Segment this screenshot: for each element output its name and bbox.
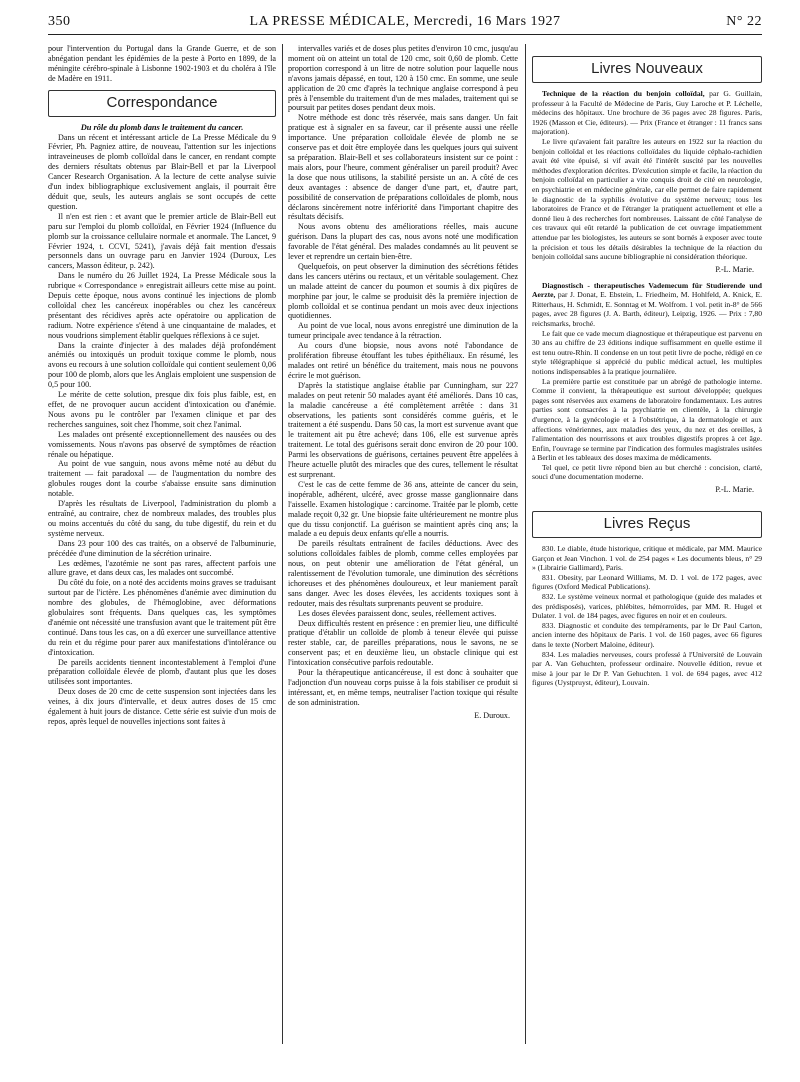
paragraph: Deux difficultés restent en présence : en premier lieu, une difficulté pratique d'établir un colloïde de plomb à teneur élevée qui puisse rester stable, car, de pareilles préparations, nous le savons, ne se conservent pas; et en deuxième lieu, un obstacle clinique qui est l'intoxication consécutive parfois redoutable. (288, 618, 518, 668)
paragraph: Au point de vue local, nous avons enregistré une diminution de la tumeur principale avec tendance à la rétraction. (288, 321, 518, 341)
received-book-item: 830. Le diable, étude historique, critique et médicale, par MM. Maurice Garçon et Jean Vinchon. 1 vol. de 254 pages « Les documents bleus, n° 29 » (Librairie Gallimard), Paris. (532, 543, 762, 573)
book-title: Technique de la réaction du benjoin colloïdal, (542, 89, 705, 98)
paragraph: Dans un récent et intéressant article de La Presse Médicale du 9 Février, Ph. Pagniez attire, de nouveau, l'attention sur les injections intraveineuses de plomb colloïdal dans le cancer, en rendant compte des derniers résultats obtenus par Blair-Bell et par la Liverpool Cancer Research Organisation. A la lecture de cette analyse suivie d'un index bibliographique exclusivement anglais, il pourrait être déduit que, seuls, les auteurs anglais se sont occupés de cette question. (48, 132, 276, 211)
book-entry (532, 281, 762, 329)
article-body-continued (288, 44, 518, 708)
paragraph: Au cours d'une biopsie, nous avons noté l'abondance de prolifération fibreuse étouffant les tubes épithéliaux. En résumé, les malades ont retiré un bénéfice du traitement, mais nous ne pouvons écrire le mot guérison. (288, 341, 518, 380)
column-1 (48, 44, 276, 1054)
header-rule (48, 34, 762, 35)
paragraph: Le mérite de cette solution, presque dix fois plus faible, est, en effet, de ne provoquer aucun accident d'intoxication ou d'anémie. Nous avons pu le contrôler par l'examen clinique et par des recherches sanguines, soit chez l'homme, soit chez l'animal. (48, 390, 276, 429)
paragraph: D'après les résultats de Liverpool, l'administration du plomb a entraîné, au contraire, chez de nombreux malades, des troubles plus ou moins accentués du côté du sang, du tube digestif, du rein et du système nerveux. (48, 499, 276, 538)
column-divider-1 (282, 44, 283, 1044)
page-number: 350 (48, 14, 71, 29)
paragraph: Dans la crainte d'injecter à des malades déjà profondément anémiés ou intoxiqués un produit toxique comme le plomb, nous avons eu recours à une solution colloïdale qui contient seulement 0,06 pour 100 de plomb, alors que les Anglais emploient une suspension de 0,5 pour 100. (48, 340, 276, 390)
received-book-item: 833. Diagnostic et conduite des tempéraments, par le Dr Paul Carton, ancien interne des hôpitaux de Paris. 1 vol. de 160 pages, avec 66 figures dans le texte (Norbert Maloine, éditeur). (532, 620, 762, 649)
book-review (532, 137, 762, 262)
paragraph: Dans le numéro du 26 Juillet 1924, La Presse Médicale sous la rubrique « Correspondance » enregistrait ailleurs cette mise au point. Depuis cette époque, nous avons continué les injections de plomb colloïdal chez les cancéreux inopérables ou chez les cancéreux présentant des récidives après acte opératoire ou application de radium. Notre expérience s'étend à une cinquantaine de malades, et nous voudrions simplement établir quelques réflexions à ce sujet. (48, 271, 276, 340)
review-signature: P.-L. Marie. (715, 264, 754, 274)
paragraph: Dans 23 pour 100 des cas traités, on a observé de l'albuminurie, précédée d'une diminution de la sécrétion urinaire. (48, 538, 276, 558)
section-box-livres-nouveaux (532, 56, 762, 83)
article-subtitle: Du rôle du plomb dans le traitement du cancer. (80, 122, 244, 132)
paragraph: intervalles variés et de doses plus petites d'environ 10 cmc, jusqu'au moment où on atteint un total de 120 cmc, soit 0,60 de plomb. Cette proportion correspond à un litre de notre solution pour laquelle nous n'avons jamais dépassé, en tout, 120 à 150 cmc. En somme, une seule application de 20 cmc d'après la technique anglaise correspond à peu près à l'ensemble du traitement d'un de mes malades, traitement qui se poursuit par petites doses pendant deux mois. (288, 44, 518, 113)
paragraph: De pareils résultats entraînent de faciles déductions. Avec des solutions colloïdales faibles de plomb, comme celles employées par nous, on peut obtenir une amélioration de l'état général, un ralentissement de l'évolution tumorale, une diminution des sécrétions ichoreuses et des phénomènes douloureux, et leur maniement paraît sans danger. Avec les doses élevées, les accidents toxiques sont à redouter, mais des résultats surprenants peuvent se produire. (288, 539, 518, 608)
column-3 (532, 44, 762, 1054)
received-book-item: 832. Le système veineux normal et pathologique (guide des malades et des prédisposés), varices, phlébites, hémorroïdes, par MM. R. Hugel et Dulater. 1 vol. de 184 pages, avec figures en noir et en couleurs. (532, 591, 762, 621)
section-box-correspondance (48, 90, 276, 117)
section-title: Livres Nouveaux (591, 60, 703, 77)
paragraph: De pareils accidents tiennent incontestablement à l'emploi d'une préparation colloïdale élevée de plomb, d'autant plus que les doses utilisées sont importantes. (48, 657, 276, 687)
book-info: par J. Donat, E. Ebstein, L. Friedheim, M. Hohlfeld, A. Knick, E. Ritterhaus, H. Schmidt, E. Sonntag et M. Wolfrom. 1 vol. petit in-8° de 566 pages, avec 28 figures (J. A. Barth, éditeur), Leipzig, 1926. — Prix : 7,80 reichsmarks, broché. (532, 290, 762, 328)
page-header (48, 14, 762, 32)
review-paragraph: Tel quel, ce petit livre répond bien au but cherché : concision, clarté, souci d'une documentation moderne. (532, 462, 762, 482)
review-paragraph: Le livre qu'avaient fait paraître les auteurs en 1922 sur la réaction du benjoin colloïdal et les réactions colloïdales du liquide céphalo-rachidien avait été vite épuisé, si vif avait été l'intérêt suscité par les nouvelles méthodes d'exploration décrites. D'exécution simple et facile, la réaction du benjoin colloïdal en particulier a vite conquis droit de cité en neurologie, en psychiatrie et en médecine générale, car elle permet de faire rapidement le diagnostic de la syphilis évolutive du système nerveux; tous les laboratoires de France et de l'étranger la pratiquent actuellement et elle a donné lieu à des recherches fort nombreuses. Laissant de côté l'analyse de ces travaux qui eût retardé la publication de cet ouvrage impatiemment attendue par les biologistes, les auteurs se sont bornés à exposer avec toute la précision et tous les détails désirables la technique de la réaction du benjoin colloïdal sans aucune bibliographie ni considération théorique. (532, 136, 762, 262)
section-box-livres-recus (532, 511, 762, 538)
article-body (48, 133, 276, 727)
issue-number: N° 22 (726, 14, 762, 29)
review-paragraph: La première partie est constituée par un abrégé de pathologie interne. Comme il convient, la thérapeutique est surtout développée; quelques pages sont réservées aux examens de laboratoire fondamentaux. Les autres parties sont consacrées à la psychiatrie en clientèle, à la chirurgie d'urgence, à la gynécologie et à l'obstétrique, à la dermatologie et aux affections vénériennes, aux maladies des yeux, du nez et des oreilles, à l'alimentation des nourrissons et aux troubles digestifs propres à cet âge. Enfin, l'ouvrage se termine par l'indication des formules magistrales usitées à Berlin et les tableaux des doses maxima de médicaments. (532, 376, 762, 463)
review-paragraph: Le fait que ce vade mecum diagnostique et thérapeutique est parvenu en 30 ans au chiffre de 23 éditions indique suffisamment en quelle estime il est tenu outre-Rhin. Il condense en un tout petit livre de poche, rédigé en ce style télégraphique si apprécié du public médical actuel, les multiples notions indispensables à la pratique journalière. (532, 328, 762, 376)
paragraph: Il n'en est rien : et avant que le premier article de Blair-Bell eut paru sur l'emploi du plomb colloïdal, en Février 1924 (Influence du plomb sur la croissance cellulaire normale et anormale. The Lancet, 9 Février 1924, t. CCVI, 5241), j'avais déjà fait mention d'essais personnels dans un ouvrage paru en Janvier 1924 (Duroux, Les cancers, Masson éditeur, p. 242). (48, 211, 276, 271)
book-entry (532, 89, 762, 137)
paragraph: Les malades ont présenté exceptionnellement des nausées ou des vomissements. Nous n'avons pas observé de symptômes de réaction rénale ou hépatique. (48, 429, 276, 459)
journal-title: LA PRESSE MÉDICALE, Mercredi, 16 Mars 1927 (249, 14, 561, 29)
column-divider-2 (525, 44, 526, 1044)
paragraph: Au point de vue sanguin, nous avons même noté au début du traitement — fait paradoxal — de l'augmentation du nombre des globules rouges dont la courbe s'abaisse ensuite sans diminution notable. (48, 459, 276, 499)
section-title: Livres Reçus (603, 514, 691, 532)
intro-paragraph: pour l'intervention du Portugal dans la Grande Guerre, et de son abnégation pendant les épidémies de la peste à Porto en 1899, de la méningite cérébro-spinale à Lisbonne 1902-1903 et du choléra à l'île de Madère en 1911. (48, 44, 276, 83)
book-title: Diagnostisch - therapeutisches Vademecum für Studierende und Aerzte, (532, 280, 762, 300)
paragraph: Nous avons obtenu des améliorations réelles, mais aucune guérison. Dans la plupart des cas, nous avons noté une modification favorable de l'état général. Des malades condamnés au lit peuvent se lever et reprendre un certain bien-être. (288, 222, 518, 262)
received-list (532, 544, 762, 688)
section-title: Correspondance (106, 93, 218, 111)
paragraph: Notre méthode est donc très réservée, mais sans danger. Un fait pratique est à signaler en sa faveur, car il présente aussi une réelle importance. Une préparation colloïdale élevée de plomb ne se conserve pas et doit être employée dans les quelques jours qui suivent sa préparation. Blair-Bell et ses collaborateurs insistent sur ce point : mais alors, pour l'heure, comment généraliser un pareil produit? Avec la dose que nous utilisons, la stabilité persiste un an. A côté de ces deux avantages : absence de danger d'une part, et, d'autre part, possibilité de conservation de préparations colloïdales de plomb, nous déclarons sincèrement notre infériorité dans l'important chapitre des résultats décisifs. (288, 113, 518, 222)
paragraph: Quelquefois, on peut observer la diminution des sécrétions fétides dans les cancers utérins ou rectaux, et un véritable soulagement. Chez un malade atteint de cancer du poumon et soumis à dix piqûres de morphine par jour, le calme se produisit dès la première injection de plomb colloïdal et se continua pendant un mois avec deux injections quotidiennes. (288, 261, 518, 321)
book-review (532, 329, 762, 483)
paragraph: Du côté du foie, on a noté des accidents moins graves se traduisant surtout par de l'ictère. Les phénomènes d'anémie avec diminution du nombre des globules, de l'hémoglobine, avec déformations globulaires sont fréquents. Dans quelques cas, les symptômes d'anémie ont nécessité une transfusion avant que le traitement pût être continué. Dans tous les cas, on a dû exercer une surveillance attentive du rein et du régime pour parer aux manifestations d'intolérance ou d'intoxication. (48, 578, 276, 657)
author-signature: E. Duroux. (474, 710, 510, 720)
paragraph: Les œdèmes, l'azotémie ne sont pas rares, affectent parfois une allure grave, et dans deux cas, les malades ont succombé. (48, 558, 276, 578)
paragraph: D'après la statistique anglaise établie par Cunningham, sur 227 malades on peut retenir 50 malades ayant été améliorés. Dans 10 cas, la maladie cancéreuse a été complètement arrêtée : dans 31 observations, les patients sont considérés comme guéris, et le traitement a été suspendu. Dans 50 cas, la mort est survenue avant que le traitement ait pu être achevé; dans 106, elle est survenue après traitement. Le total des guérisons serait donc environ de 20 pour 100. Parmi les observations de guérisons, certaines peuvent être appelées à l'heure actuelle plutôt des miracles que des cures, tellement le résultat est surprenant. (288, 380, 518, 479)
paragraph: Deux doses de 20 cmc de cette suspension sont injectées dans les veines, à dix jours d'intervalle, et deux autres doses de 15 cmc également à huit jours de distance. Cette série est suivie d'un mois de repos, après lequel de nouvelles injections sont faites à (48, 687, 276, 726)
column-2 (288, 44, 518, 1054)
paragraph: Les doses élevées paraissent donc, seules, réellement actives. (298, 608, 497, 618)
paragraph: Pour la thérapeutique anticancéreuse, il est donc à souhaiter que l'adjonction d'un nouveau corps puisse à la fois stabiliser ce produit si intéressant, et, en même temps, neutraliser l'action toxique qui résulte de son administration. (288, 668, 518, 707)
received-book-item: 834. Les maladies nerveuses, cours professé à l'Université de Louvain par A. Van Gehuchten, professeur ordinaire. Nouvelle édition, revue et mise à jour par le Dr P. Van Gehuchten. 1 vol. de 694 pages, avec 412 figures (Uystpruyst, éditeur), Louvain. (532, 649, 762, 688)
review-signature: P.-L. Marie. (715, 485, 754, 495)
book-info: par G. Guillain, professeur à la Faculté de Médecine de Paris, Guy Laroche et P. Léchelle, médecins des hôpitaux. Une brochure de 36 pages avec 28 figures. Paris, 1926 (Masson et Cie, éditeurs). — Prix (France et étranger : 11 francs sans majoration). (532, 89, 762, 137)
received-book-item: 831. Obesity, par Leonard Williams, M. D. 1 vol. de 172 pages, avec figures (Oxford Medical Publications). (532, 572, 762, 592)
paragraph: C'est le cas de cette femme de 36 ans, atteinte de cancer du sein, inopérable, adhérent, ulcéré, avec grosse masse ganglionnaire dans l'aisselle. Examen histologique : carcinome. Traitée par le plomb, cette malade reçoit 0,32 gr. Une biopsie faite ultérieurement ne montre plus que du tissu conjonctif. La guérison se maintient après cinq ans; la malade a eu depuis deux enfants qu'elle a nourris. (288, 479, 518, 539)
